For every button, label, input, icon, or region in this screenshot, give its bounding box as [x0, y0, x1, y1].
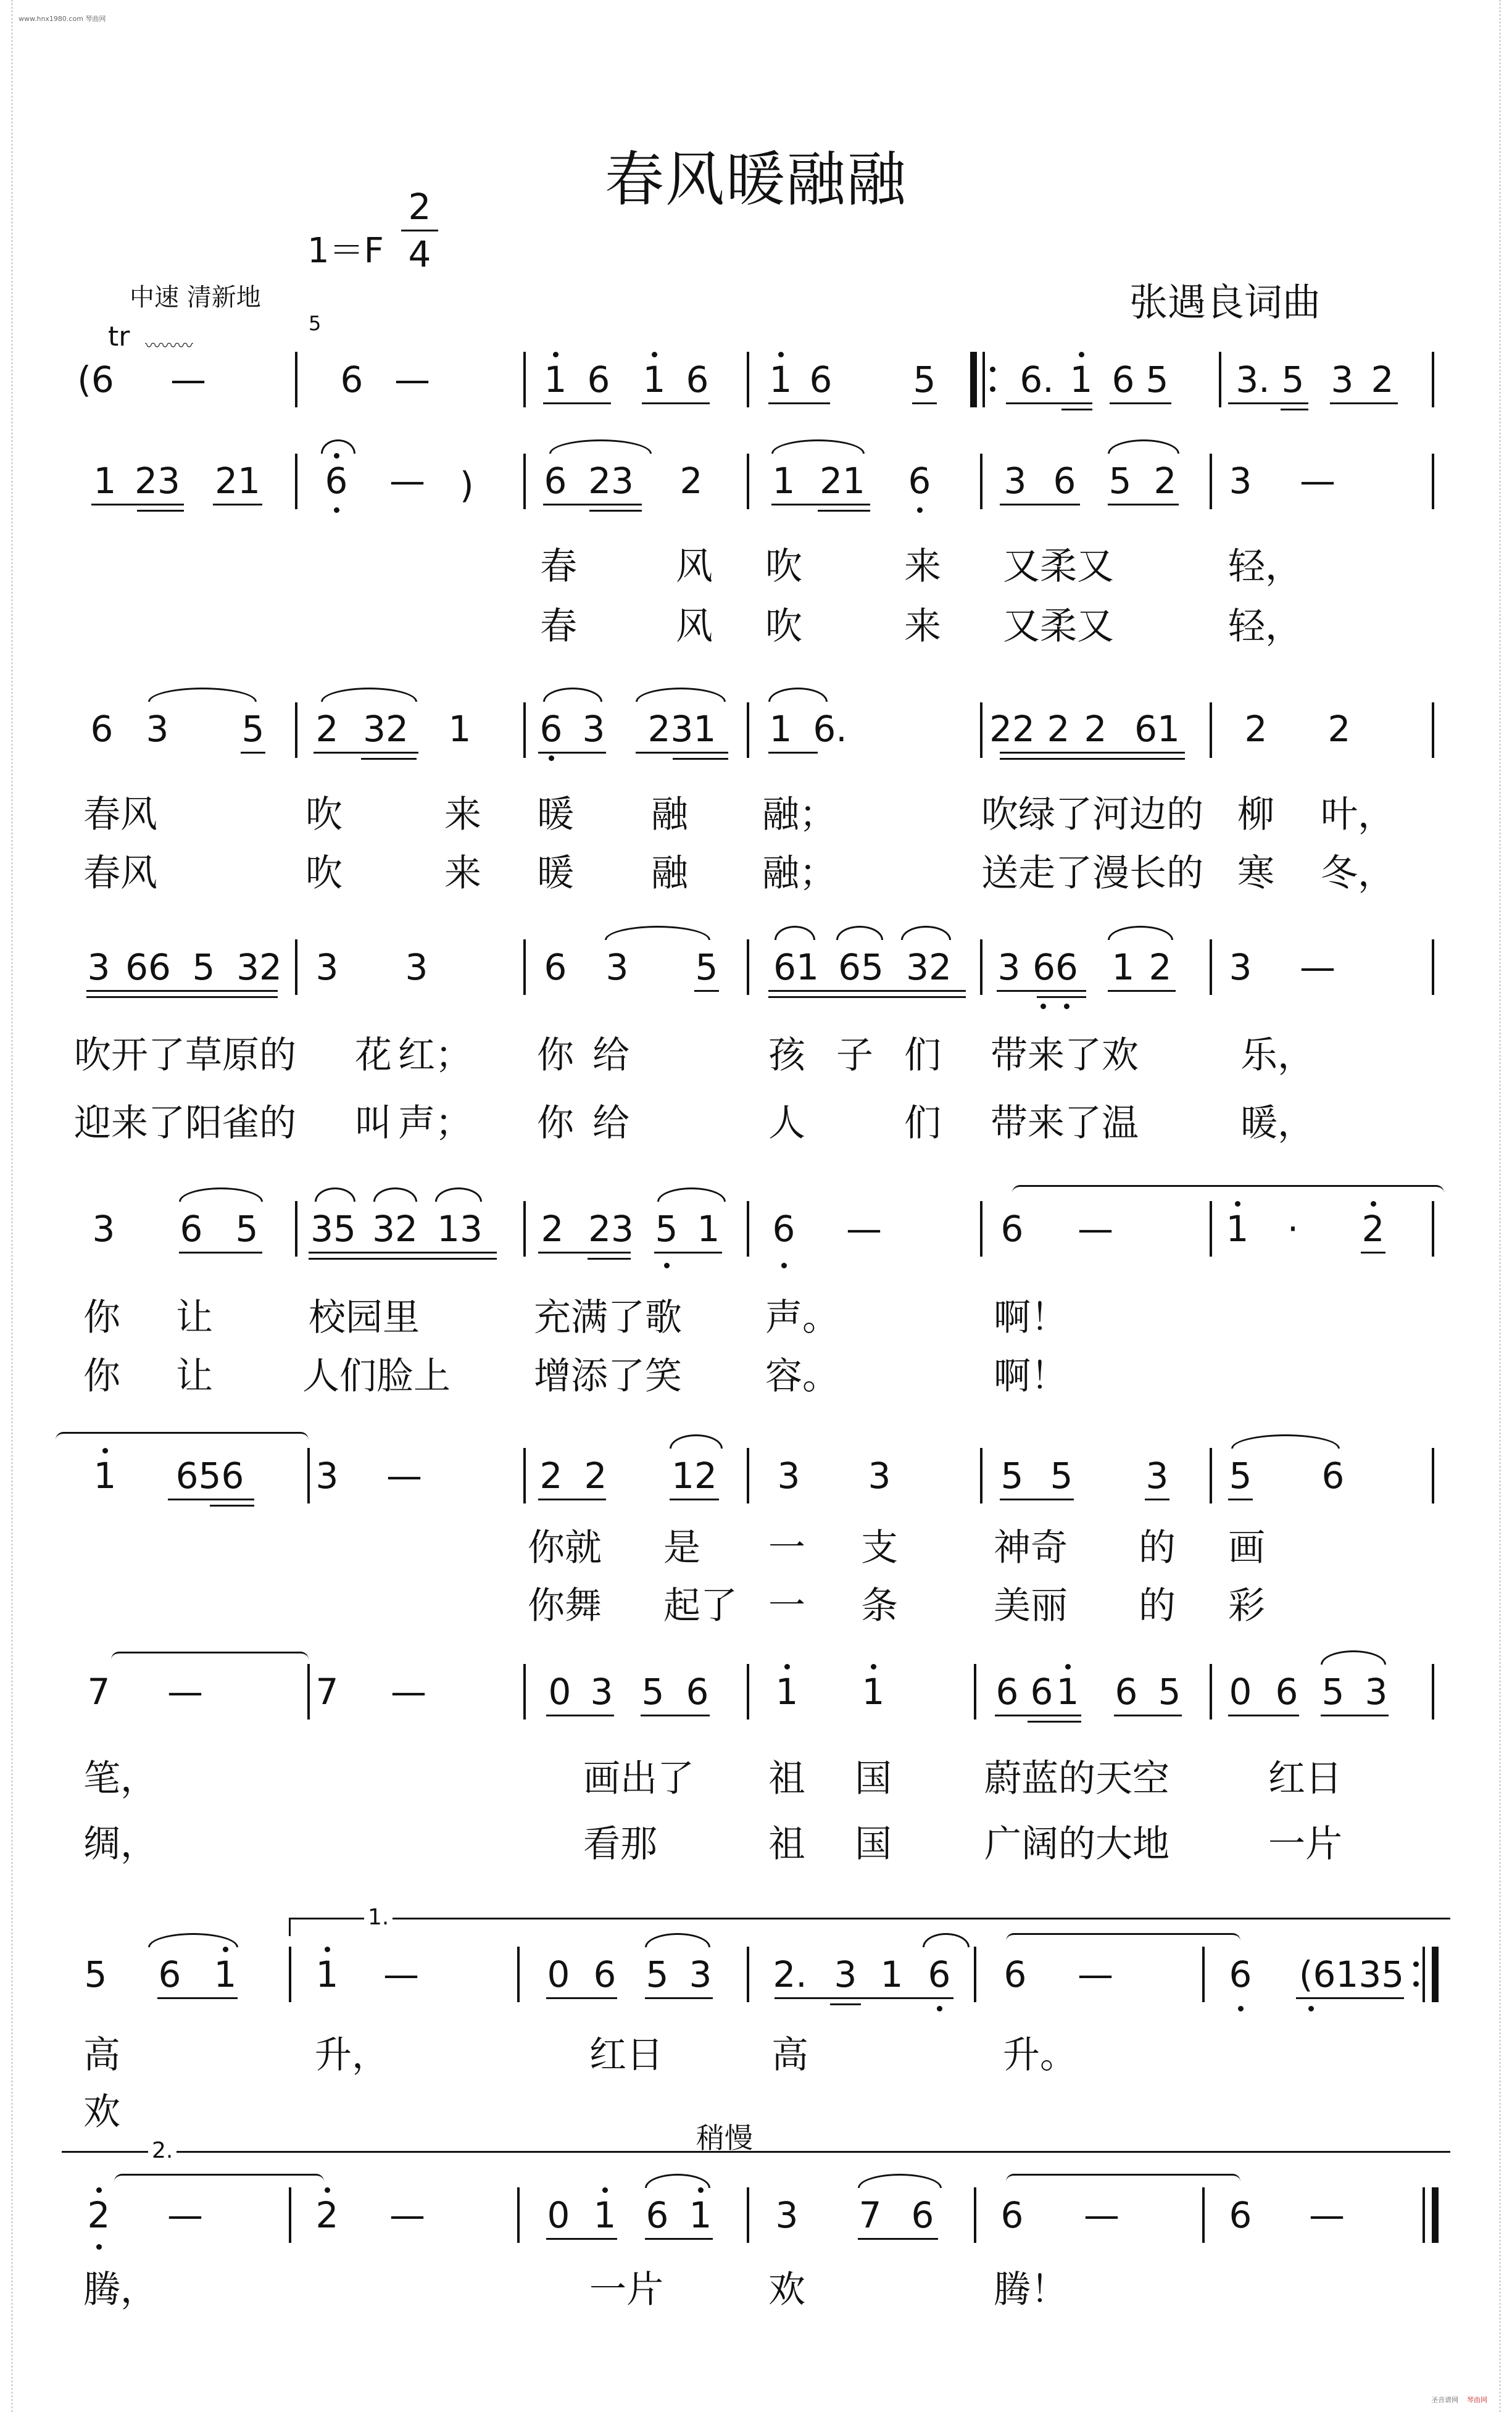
note: 1: [880, 1953, 903, 1995]
note: 2: [1047, 708, 1070, 750]
lyric: 广阔的大地: [984, 1823, 1169, 1866]
lyric: 送走了漫长的: [981, 852, 1203, 895]
lyric: 春: [540, 605, 577, 648]
time-signature: [401, 186, 438, 275]
lyric: 腾，: [83, 2268, 157, 2311]
lyric: 们: [904, 1102, 941, 1145]
note: 2: [315, 2194, 339, 2236]
note: 6: [340, 359, 363, 401]
lyric: 国: [855, 1757, 892, 1800]
note: 6: [686, 359, 709, 401]
lyric: 来: [444, 852, 481, 895]
note: 61: [773, 946, 819, 988]
lyric: 一片: [589, 2268, 663, 2311]
note: 3: [146, 708, 169, 750]
lyric: 画: [1228, 1526, 1265, 1570]
lyric: 一片: [1268, 1823, 1342, 1866]
note: 3: [1003, 460, 1027, 502]
note: 1: [689, 2194, 712, 2236]
author-credit: 张遇良词曲: [1129, 280, 1321, 325]
note: —: [383, 1953, 419, 1995]
lyric: 吹: [765, 605, 802, 648]
note: 6: [90, 708, 114, 750]
note: 3: [834, 1953, 857, 1995]
lyric: 春: [540, 545, 577, 588]
lyric: 你: [83, 1355, 120, 1398]
note: 6: [1275, 1671, 1298, 1713]
lyric: 孩: [768, 1034, 805, 1077]
note: 2: [1153, 460, 1177, 502]
lyric: 带来了欢: [991, 1034, 1139, 1077]
note: 2: [1149, 946, 1172, 988]
lyric: 迎来了阳雀的: [74, 1102, 296, 1145]
lyric: 乐，: [1240, 1034, 1315, 1077]
lyric: 笔，: [83, 1757, 157, 1800]
note: 6: [1000, 1208, 1024, 1250]
note: 3: [997, 946, 1021, 988]
note: 6: [908, 460, 931, 502]
meter-numerator: 2: [408, 186, 431, 228]
site-watermark-top: www.hnx1980.com 琴曲网: [19, 15, 106, 23]
note: 2: [1244, 708, 1268, 750]
note: 1: [1226, 1208, 1249, 1250]
lyric: 柳: [1237, 793, 1274, 836]
note: 6: [928, 1953, 951, 1995]
note: 1: [214, 1953, 237, 1995]
lyric: 风: [676, 605, 713, 648]
note: 6: [1003, 1953, 1027, 1995]
note: 2: [87, 2194, 110, 2236]
note: ·: [1287, 1208, 1299, 1250]
note: 6: [911, 2194, 934, 2236]
note: 6: [1111, 359, 1135, 401]
lyric: 红日: [589, 2034, 663, 2077]
lyric: 暖，: [1240, 1102, 1315, 1145]
site-watermark-bottom: 圣音谱网 琴曲网: [1431, 2396, 1487, 2404]
note: —: [167, 1671, 203, 1713]
note: 21: [215, 460, 260, 502]
lyric: 你: [83, 1296, 120, 1339]
tempo-slower: 稍慢: [696, 2121, 753, 2155]
lyric: 轻，: [1228, 605, 1302, 648]
lyric: 又柔又: [1003, 545, 1114, 588]
lyric: 美丽: [994, 1584, 1068, 1628]
lyric: 你舞: [528, 1584, 602, 1628]
note: —: [391, 1671, 426, 1713]
note: 3: [405, 946, 428, 988]
lyric: 吹: [305, 852, 343, 895]
note: —: [389, 2194, 425, 2236]
lyric: 子: [836, 1034, 873, 1077]
note: 1: [93, 460, 117, 502]
note: 5: [1229, 1455, 1252, 1497]
note: 656: [175, 1455, 244, 1497]
lyric: 声；: [398, 1102, 472, 1145]
note: 2: [315, 708, 339, 750]
note: —: [1300, 460, 1335, 502]
lyric: 啊！: [994, 1355, 1068, 1398]
lyric: 来: [904, 545, 941, 588]
lyric: 来: [444, 793, 481, 836]
note: 2: [679, 460, 703, 502]
note: 6: [158, 1953, 181, 1995]
note: 23: [135, 460, 180, 502]
note: 6: [180, 1208, 203, 1250]
note: 1: [772, 460, 795, 502]
note: 3: [1145, 1455, 1169, 1497]
note: 1: [93, 1455, 117, 1497]
trill-ornament: tr: [108, 321, 130, 352]
note: 2: [584, 1455, 607, 1497]
lyric: 融；: [762, 852, 836, 895]
lyric: 让: [176, 1296, 213, 1339]
note: 3: [1365, 1671, 1388, 1713]
note: 5: [655, 1208, 678, 1250]
lyric: 带来了温: [991, 1102, 1139, 1145]
lyric: 起了: [663, 1584, 737, 1628]
song-title: 春风暖融融: [605, 145, 907, 214]
note: 21: [820, 460, 865, 502]
note: 12: [671, 1455, 717, 1497]
note: 6: [593, 1953, 617, 1995]
note: —: [386, 1455, 422, 1497]
lyric: 融: [651, 793, 688, 836]
lyric: 升，: [315, 2034, 389, 2077]
lyric: 是: [663, 1526, 700, 1570]
lyric: 春风: [83, 793, 157, 836]
lyric: 叶，: [1321, 793, 1395, 836]
key-signature: 1＝F: [307, 231, 384, 271]
note: 3: [315, 946, 339, 988]
note: —: [170, 359, 206, 401]
grace-note: 5: [309, 312, 322, 335]
lyric: 给: [592, 1102, 629, 1145]
lyric: 一: [768, 1584, 805, 1628]
lyric: 春风: [83, 852, 157, 895]
note: 3: [689, 1953, 712, 1995]
note: 2: [1361, 1208, 1385, 1250]
note: 6: [1053, 460, 1076, 502]
lyric: 吹: [305, 793, 343, 836]
lyric: 增添了笑: [534, 1355, 682, 1398]
lyric: 蔚蓝的天空: [984, 1757, 1169, 1800]
second-ending-label: 2.: [148, 2138, 177, 2163]
lyric: 给: [592, 1034, 629, 1077]
lyric: 花: [355, 1034, 392, 1077]
note: 3: [87, 946, 110, 988]
note: 1: [448, 708, 471, 750]
lyric: 祖: [768, 1757, 805, 1800]
note: 6: [325, 460, 348, 502]
note: 5: [241, 708, 265, 750]
lyric: 充满了歌: [534, 1296, 682, 1339]
note: 2: [541, 1208, 564, 1250]
note: 5: [1145, 359, 1169, 401]
note: 3: [582, 708, 605, 750]
note: 0: [548, 1671, 571, 1713]
lyric: 叫: [355, 1102, 392, 1145]
lyric: 腾！: [994, 2268, 1068, 2311]
lyric: 寒: [1237, 852, 1274, 895]
note: 5: [1108, 460, 1132, 502]
note: 6.: [813, 708, 847, 750]
lyric: 轻，: [1228, 545, 1302, 588]
note: 6: [1030, 1671, 1053, 1713]
note: 6: [1000, 2194, 1024, 2236]
lyric: 暖: [537, 852, 574, 895]
note: 35: [310, 1208, 356, 1250]
lyric: 欢: [768, 2268, 805, 2311]
note: 3.: [1236, 359, 1270, 401]
note: 1: [697, 1208, 720, 1250]
note: 1: [862, 1671, 885, 1713]
note: 6: [544, 946, 567, 988]
note: 7: [87, 1671, 110, 1713]
note: 5: [235, 1208, 259, 1250]
lyric: 啊！: [994, 1296, 1068, 1339]
lyric: 容。: [765, 1355, 839, 1398]
lyric: 你: [537, 1034, 574, 1077]
note: 6: [544, 460, 567, 502]
tempo-marking: 中速 清新地: [130, 283, 261, 312]
note: 1: [1070, 359, 1093, 401]
note: 5: [1050, 1455, 1073, 1497]
trill-wave: 〰〰〰: [145, 337, 194, 356]
note: 23: [588, 460, 634, 502]
note: 5: [192, 946, 215, 988]
note: 5: [641, 1671, 665, 1713]
lyric: 吹开了草原的: [74, 1034, 296, 1077]
lyric: 来: [904, 605, 941, 648]
note: —: [394, 359, 430, 401]
lyric: 条: [861, 1584, 898, 1628]
note: 32: [372, 1208, 418, 1250]
note: 0: [547, 2194, 570, 2236]
lyric: 红；: [398, 1034, 472, 1077]
lyric: 画出了: [583, 1757, 694, 1800]
note: 3: [868, 1455, 891, 1497]
right-dotted-border: [1499, 0, 1512, 2412]
lyric: 暖: [537, 793, 574, 836]
lyric: 彩: [1228, 1584, 1265, 1628]
note: —: [167, 2194, 203, 2236]
note: 5: [646, 1953, 669, 1995]
note: 2: [1084, 708, 1107, 750]
note: —: [389, 460, 425, 502]
note: 23: [588, 1208, 634, 1250]
note: 32: [236, 946, 282, 988]
note: 3: [1229, 460, 1252, 502]
note: 3: [777, 1455, 800, 1497]
lyric: 吹: [765, 545, 802, 588]
note: 1: [1111, 946, 1135, 988]
note: 3: [92, 1208, 115, 1250]
note: 1: [769, 708, 792, 750]
note: 1: [1056, 1671, 1079, 1713]
lyric: 欢: [83, 2090, 120, 2134]
note: 5: [84, 1953, 107, 1995]
note: 0: [1229, 1671, 1252, 1713]
lyric: 冬，: [1321, 852, 1395, 895]
note: 6: [646, 2194, 669, 2236]
close-paren: ): [460, 464, 474, 506]
note: 1: [544, 359, 567, 401]
note: (6: [77, 359, 114, 401]
note: 7: [315, 1671, 339, 1713]
left-dotted-border: [0, 0, 13, 2412]
lyric: 你就: [528, 1526, 602, 1570]
lyric: 让: [176, 1355, 213, 1398]
lyric: 一: [768, 1526, 805, 1570]
first-ending-label: 1.: [364, 1905, 393, 1930]
note: 5: [1281, 359, 1305, 401]
lyric: 升。: [1003, 2034, 1077, 2077]
note: 1: [769, 359, 792, 401]
note: 3: [605, 946, 629, 988]
lyric: 融；: [762, 793, 836, 836]
note: 6: [587, 359, 610, 401]
note: (6135: [1298, 1953, 1405, 1995]
note: 3: [1331, 359, 1354, 401]
note: 2.: [773, 1953, 807, 1995]
note: 2: [539, 1455, 563, 1497]
lyric: 祖: [768, 1823, 805, 1866]
note: 65: [838, 946, 884, 988]
lyric: 人: [768, 1102, 805, 1145]
note: 1: [775, 1671, 799, 1713]
lyric: 的: [1139, 1584, 1176, 1628]
note: 1: [642, 359, 666, 401]
lyric: 声。: [765, 1296, 839, 1339]
note: —: [1300, 946, 1335, 988]
note: 7: [858, 2194, 882, 2236]
note: —: [1084, 2194, 1119, 2236]
note: 6: [1115, 1671, 1138, 1713]
note: 3: [315, 1455, 339, 1497]
note: 6: [995, 1671, 1019, 1713]
note: 3: [775, 2194, 799, 2236]
note: 3: [590, 1671, 613, 1713]
lyric: 支: [861, 1526, 898, 1570]
note: 6: [1229, 1953, 1252, 1995]
lyric: 高: [83, 2034, 120, 2077]
lyric: 人们脸上: [302, 1355, 451, 1398]
note: 32: [906, 946, 952, 988]
note: —: [1078, 1208, 1113, 1250]
lyric: 高: [771, 2034, 808, 2077]
lyric: 们: [904, 1034, 941, 1077]
note: 61: [1134, 708, 1180, 750]
lyric: 的: [1139, 1526, 1176, 1570]
meter-denominator: 4: [408, 233, 431, 275]
note: 22: [989, 708, 1035, 750]
note: 66: [125, 946, 171, 988]
note: 5: [1000, 1455, 1024, 1497]
note: 5: [1321, 1671, 1345, 1713]
note: 6: [772, 1208, 795, 1250]
lyric: 神奇: [994, 1526, 1068, 1570]
lyric: 绸，: [83, 1823, 157, 1866]
note: —: [1078, 1953, 1113, 1995]
lyric: 风: [676, 545, 713, 588]
note: 1: [593, 2194, 617, 2236]
note: 2: [1327, 708, 1351, 750]
note: 6: [686, 1671, 709, 1713]
note: 6: [809, 359, 833, 401]
note: 32: [363, 708, 409, 750]
note: 2: [1371, 359, 1394, 401]
note: 6.: [1020, 359, 1054, 401]
note: 6: [539, 708, 563, 750]
note: 5: [913, 359, 936, 401]
lyric: 看那: [583, 1823, 657, 1866]
note: —: [846, 1208, 882, 1250]
lyric: 国: [855, 1823, 892, 1866]
lyric: 融: [651, 852, 688, 895]
note: 5: [1158, 1671, 1181, 1713]
note: 231: [647, 708, 717, 750]
note: 6: [1229, 2194, 1252, 2236]
lyric: 又柔又: [1003, 605, 1114, 648]
note: 5: [695, 946, 718, 988]
lyric: 红日: [1268, 1757, 1342, 1800]
note: 13: [437, 1208, 483, 1250]
note: 66: [1032, 946, 1078, 988]
note: 3: [1229, 946, 1252, 988]
lyric: 校园里: [309, 1296, 420, 1339]
note: —: [1309, 2194, 1345, 2236]
lyric: 吹绿了河边的: [981, 793, 1203, 836]
lyric: 你: [537, 1102, 574, 1145]
note: 1: [315, 1953, 339, 1995]
note: 0: [547, 1953, 570, 1995]
note: 6: [1321, 1455, 1345, 1497]
